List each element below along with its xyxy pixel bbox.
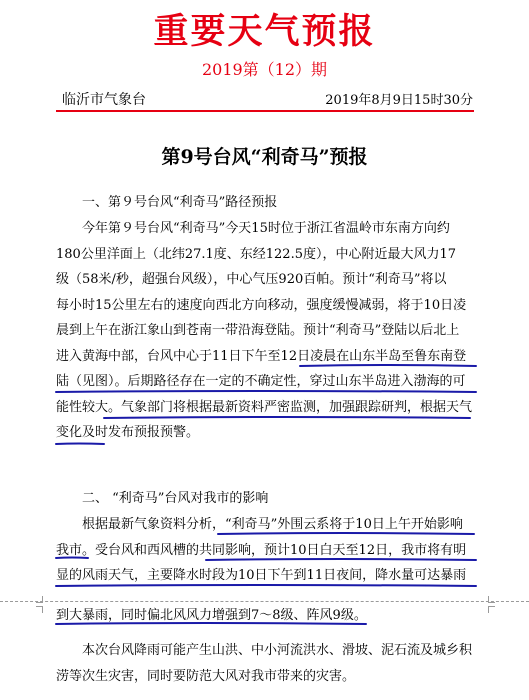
section-3-body — [56, 638, 474, 689]
issue-number: 2019第（12）期 — [201, 60, 328, 79]
body-line: 到大暴雨，同时偏北风风力增强到7～8级、阵风9级。 — [56, 607, 367, 623]
body-line: 涝等次生灾害，同时要防范大风对我市带来的灾害。 — [56, 668, 356, 684]
issuing-organization: 临沂市气象台 — [62, 92, 146, 108]
crop-mark — [36, 606, 43, 613]
body-line: 根据最新气象资料分析，“利奇马”外围云系将于10日上午开始影响 — [82, 517, 463, 532]
body-line: 变化及时发布预报预警。 — [56, 425, 200, 440]
body-line: 今年第９号台风“利奇马”今天15时位于浙江省温岭市东南方向约 — [82, 221, 450, 236]
body-line: 每小时15公里左右的速度向西北方向移动，强度缓慢减弱，将于10日凌 — [56, 297, 467, 313]
section-heading-2: 二、 “利奇马”台风对我市的影响 — [82, 491, 269, 506]
page-break — [0, 601, 529, 602]
section-heading-1: 一、第９号台风“利奇马”路径预报 — [82, 195, 278, 210]
document-title: 第9号台风“利奇马”预报 — [161, 146, 368, 168]
body-line: 显的风雨天气，主要降水时段为10日下午到11日夜间，降水量可达暴雨 — [56, 568, 467, 583]
bulletin-title: 重要天气预报 — [153, 11, 376, 52]
body-line: 级（58米/秒，超强台风级），中心气压920百帕。预计“利奇马”将以 — [56, 272, 447, 287]
body-line: 180公里洋面上（北纬27.1度、东经122.5度），中心附近最大风力17 — [56, 246, 457, 262]
body-line: 我市。受台风和西风槽的共同影响，预计10日白天至12日，我市将有明 — [56, 542, 467, 558]
body-line: 晨到上午在浙江象山到苍南一带沿海登陆。预计“利奇马”登陆以后北上 — [56, 323, 460, 338]
body-line: 陆（见图）。后期路径存在一定的不确定性，穿过山东半岛进入渤海的可 — [56, 374, 466, 389]
crop-mark — [36, 596, 43, 603]
header-divider — [56, 110, 474, 112]
body-line: 能性较大。气象部门将根据最新资料严密监测，加强跟踪研判，根据天气 — [56, 399, 473, 415]
body-line: 进入黄海中部，台风中心于11日下午至12日凌晨在山东半岛至鲁东南登 — [56, 348, 467, 364]
issue-datetime: 2019年8月9日15时30分 — [325, 93, 473, 108]
section-1-body — [56, 216, 474, 446]
crop-mark — [488, 596, 495, 603]
crop-mark — [488, 606, 495, 613]
body-line: 本次台风降雨可能产生山洪、中小河流洪水、滑坡、泥石流及城乡积 — [82, 643, 473, 658]
section-2-body — [56, 512, 474, 628]
